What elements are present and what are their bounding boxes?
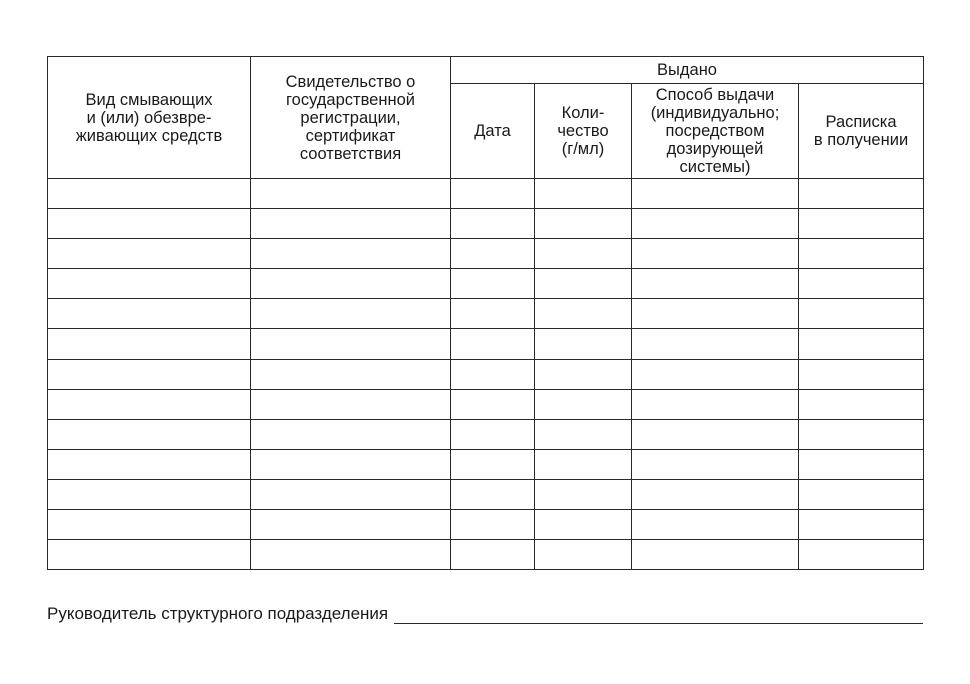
table-cell[interactable] (799, 540, 924, 570)
table-row (48, 179, 924, 209)
table-row (48, 389, 924, 419)
table-cell[interactable] (632, 209, 799, 239)
table-cell[interactable] (451, 419, 535, 449)
table-cell[interactable] (632, 359, 799, 389)
table-cell[interactable] (799, 239, 924, 269)
table-cell[interactable] (535, 299, 632, 329)
table-cell[interactable] (48, 540, 251, 570)
table-cell[interactable] (48, 239, 251, 269)
table-cell[interactable] (799, 299, 924, 329)
table-row (48, 419, 924, 449)
table-row (48, 299, 924, 329)
issuance-log-table (47, 56, 924, 570)
table-cell[interactable] (251, 479, 451, 509)
signature-label: Руководитель структурного подразделения (47, 604, 389, 623)
table-body (48, 179, 924, 570)
table-cell[interactable] (632, 510, 799, 540)
table-cell[interactable] (799, 209, 924, 239)
table-cell[interactable] (799, 179, 924, 209)
signature-line (47, 604, 923, 624)
table-cell[interactable] (48, 209, 251, 239)
table-cell[interactable] (799, 479, 924, 509)
table-cell[interactable] (251, 329, 451, 359)
table-cell[interactable] (451, 479, 535, 509)
table-cell[interactable] (251, 299, 451, 329)
table-row (48, 329, 924, 359)
table-cell[interactable] (251, 179, 451, 209)
table-cell[interactable] (48, 359, 251, 389)
header-issue-method: Способ выдачи (индивидуально; посредством дозирующей системы) (632, 84, 799, 179)
table-cell[interactable] (799, 329, 924, 359)
table-row (48, 359, 924, 389)
table-cell[interactable] (48, 179, 251, 209)
table-cell[interactable] (799, 359, 924, 389)
table-cell[interactable] (535, 359, 632, 389)
table-cell[interactable] (535, 479, 632, 509)
table-cell[interactable] (251, 209, 451, 239)
table-cell[interactable] (48, 479, 251, 509)
header-date: Дата (451, 84, 535, 179)
table-cell[interactable] (632, 449, 799, 479)
table-cell[interactable] (48, 449, 251, 479)
table-cell[interactable] (251, 359, 451, 389)
table-cell[interactable] (535, 389, 632, 419)
table-cell[interactable] (451, 389, 535, 419)
table-cell[interactable] (48, 269, 251, 299)
table-cell[interactable] (535, 269, 632, 299)
table-cell[interactable] (451, 269, 535, 299)
table-cell[interactable] (251, 269, 451, 299)
table-cell[interactable] (451, 299, 535, 329)
table-row (48, 510, 924, 540)
header-quantity: Коли- чество (г/мл) (535, 84, 632, 179)
table-cell[interactable] (451, 449, 535, 479)
table-cell[interactable] (451, 359, 535, 389)
table-row (48, 449, 924, 479)
header-issued: Выдано (451, 57, 924, 84)
header-agent-type: Вид смывающих и (или) обезвре- живающих средств (48, 57, 251, 179)
table-row (48, 239, 924, 269)
table-cell[interactable] (251, 540, 451, 570)
table-cell[interactable] (632, 329, 799, 359)
table-cell[interactable] (48, 419, 251, 449)
table-row (48, 209, 924, 239)
table-cell[interactable] (632, 179, 799, 209)
table-cell[interactable] (535, 239, 632, 269)
table-cell[interactable] (451, 510, 535, 540)
table-cell[interactable] (799, 269, 924, 299)
table-cell[interactable] (799, 389, 924, 419)
table-cell[interactable] (632, 479, 799, 509)
table-cell[interactable] (632, 419, 799, 449)
header-receipt: Расписка в получении (799, 84, 924, 179)
table-cell[interactable] (251, 389, 451, 419)
table-cell[interactable] (535, 540, 632, 570)
table-cell[interactable] (799, 419, 924, 449)
table-row (48, 269, 924, 299)
table-cell[interactable] (251, 239, 451, 269)
table-cell[interactable] (632, 389, 799, 419)
table-cell[interactable] (451, 540, 535, 570)
table-cell[interactable] (632, 239, 799, 269)
table-cell[interactable] (799, 510, 924, 540)
table-cell[interactable] (48, 329, 251, 359)
table-cell[interactable] (535, 179, 632, 209)
table-cell[interactable] (535, 329, 632, 359)
table-cell[interactable] (251, 419, 451, 449)
table-cell[interactable] (48, 389, 251, 419)
table-row (48, 540, 924, 570)
table-cell[interactable] (48, 510, 251, 540)
table-cell[interactable] (451, 239, 535, 269)
table-cell[interactable] (251, 510, 451, 540)
table-cell[interactable] (451, 179, 535, 209)
signature-blank-field[interactable] (394, 605, 923, 624)
table-cell[interactable] (799, 449, 924, 479)
table-cell[interactable] (535, 209, 632, 239)
table-cell[interactable] (535, 510, 632, 540)
table-cell[interactable] (451, 209, 535, 239)
table-cell[interactable] (632, 540, 799, 570)
table-cell[interactable] (535, 449, 632, 479)
table-cell[interactable] (632, 269, 799, 299)
table-cell[interactable] (251, 449, 451, 479)
table-row (48, 479, 924, 509)
table-cell[interactable] (535, 419, 632, 449)
table-cell[interactable] (48, 299, 251, 329)
header-certificate: Свидетельство о государственной регистрации, сертификат соответствия (251, 57, 451, 179)
table-cell[interactable] (451, 329, 535, 359)
table-cell[interactable] (632, 299, 799, 329)
